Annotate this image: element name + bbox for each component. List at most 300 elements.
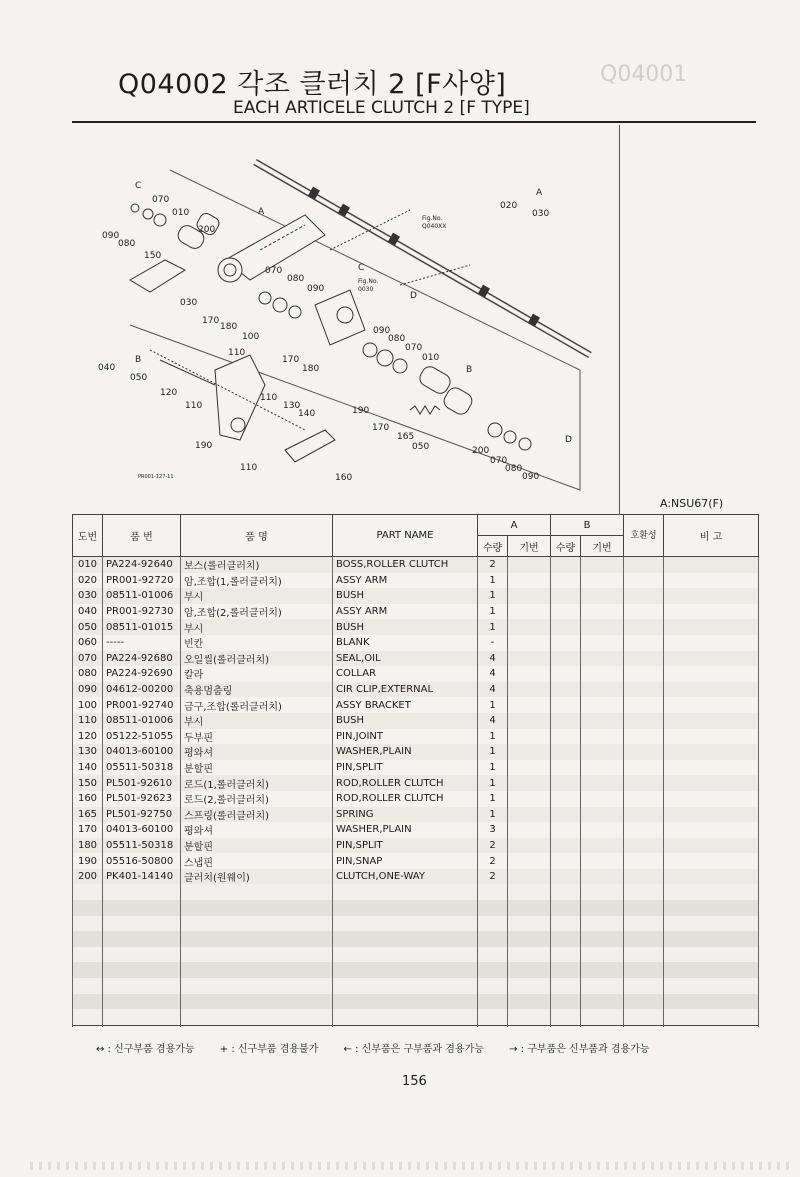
- legend-item-none: + : 신구부품 겸용불가: [219, 1044, 319, 1055]
- cell-empty: [508, 729, 551, 745]
- bleed-through-text: Q04001: [600, 62, 688, 87]
- cell-qty-a: 1: [478, 619, 508, 635]
- cell-empty: [103, 916, 181, 932]
- cell-empty: [664, 869, 759, 885]
- cell-empty: [664, 651, 759, 667]
- cell-empty: [508, 760, 551, 776]
- cell-empty: [478, 884, 508, 900]
- cell-empty: [664, 760, 759, 776]
- cell-empty: [581, 713, 624, 729]
- cell-name-en: BUSH: [333, 619, 478, 635]
- cell-ref: 040: [73, 604, 103, 620]
- drawing-code: PR001-127-11: [138, 474, 174, 480]
- cell-qty-a: 4: [478, 713, 508, 729]
- callout-080b: 080: [287, 274, 305, 284]
- cell-name-en: BUSH: [333, 588, 478, 604]
- cell-empty: [103, 962, 181, 978]
- cell-empty: [624, 635, 664, 651]
- cell-empty: [333, 916, 478, 932]
- callout-180b: 180: [302, 364, 320, 374]
- fig-ref-1: Q040XX: [422, 223, 447, 230]
- cell-empty: [624, 978, 664, 994]
- cell-empty: [551, 822, 581, 838]
- cell-rule: [551, 1025, 581, 1027]
- callout-120: 120: [160, 388, 178, 398]
- callout-080: 080: [118, 239, 136, 249]
- callout-180: 180: [220, 322, 238, 332]
- cell-ref: 160: [73, 791, 103, 807]
- cell-part-no: 05511-50318: [103, 760, 181, 776]
- callout-050b: 050: [412, 442, 430, 452]
- header-rule: [72, 121, 756, 123]
- cell-empty: [624, 947, 664, 963]
- cell-part-no: PA224-92640: [103, 557, 181, 573]
- cell-ref: 130: [73, 744, 103, 760]
- col-group-a: A: [478, 515, 551, 536]
- cell-rule: [103, 1025, 181, 1027]
- arm-assembly-b: [215, 355, 265, 440]
- cell-empty: [624, 900, 664, 916]
- cell-part-no: PL501-92623: [103, 791, 181, 807]
- cell-part-no: 05122-51055: [103, 729, 181, 745]
- cell-empty: [624, 713, 664, 729]
- cell-empty: [333, 962, 478, 978]
- table-row: [73, 744, 759, 760]
- cell-qty-a: 4: [478, 682, 508, 698]
- cell-empty: [551, 682, 581, 698]
- cell-empty: [581, 947, 624, 963]
- col-name-en: PART NAME: [333, 515, 478, 557]
- cell-name-en: WASHER,PLAIN: [333, 822, 478, 838]
- cell-empty: [478, 994, 508, 1010]
- cell-empty: [664, 744, 759, 760]
- cell-empty: [478, 900, 508, 916]
- fig-label-2: Fig.No.: [358, 278, 379, 285]
- cell-part-no: PR001-92740: [103, 697, 181, 713]
- cell-empty: [103, 947, 181, 963]
- cell-empty: [664, 994, 759, 1010]
- cell-empty: [181, 900, 333, 916]
- callout-090b: 090: [307, 284, 325, 294]
- cell-empty: [624, 962, 664, 978]
- cell-empty: [581, 682, 624, 698]
- cell-name-en: ASSY ARM: [333, 573, 478, 589]
- cell-empty: [581, 604, 624, 620]
- cell-empty: [551, 884, 581, 900]
- cell-empty: [664, 775, 759, 791]
- cell-empty: [551, 962, 581, 978]
- cell-name-kr: 축용멈춤링: [181, 682, 333, 698]
- table-row: [73, 682, 759, 698]
- cell-empty: [581, 760, 624, 776]
- cell-empty: [581, 962, 624, 978]
- cell-name-en: ASSY BRACKET: [333, 697, 478, 713]
- cell-rule: [181, 1025, 333, 1027]
- cell-ref: 010: [73, 557, 103, 573]
- cell-empty: [581, 635, 624, 651]
- callout-165: 165: [397, 432, 415, 442]
- cell-qty-a: 1: [478, 588, 508, 604]
- cell-part-no: 05511-50318: [103, 838, 181, 854]
- callout-070c: 070: [405, 343, 423, 353]
- callout-b: B: [135, 355, 142, 365]
- cell-name-en: CLUTCH,ONE-WAY: [333, 869, 478, 885]
- callout-130: 130: [283, 401, 301, 411]
- cell-empty: [551, 838, 581, 854]
- cell-empty: [551, 635, 581, 651]
- cell-empty: [333, 931, 478, 947]
- cell-empty: [551, 760, 581, 776]
- cell-part-no: 04612-00200: [103, 682, 181, 698]
- bracket-100: [315, 290, 365, 345]
- cell-empty: [333, 900, 478, 916]
- table-row: [73, 651, 759, 667]
- table-row-blank: [73, 962, 759, 978]
- col-name-kr: 품 명: [181, 515, 333, 557]
- cell-qty-a: 3: [478, 822, 508, 838]
- cell-empty: [664, 666, 759, 682]
- col-group-b: B: [551, 515, 624, 536]
- cell-empty: [508, 962, 551, 978]
- cell-empty: [551, 744, 581, 760]
- cell-empty: [508, 557, 551, 573]
- cell-ref: 090: [73, 682, 103, 698]
- callout-170: 170: [202, 316, 220, 326]
- cell-empty: [508, 573, 551, 589]
- exploded-parts-diagram: [90, 140, 620, 500]
- cell-empty: [624, 791, 664, 807]
- callout-150: 150: [144, 251, 162, 261]
- cell-empty: [581, 729, 624, 745]
- cell-empty: [624, 760, 664, 776]
- cell-empty: [508, 994, 551, 1010]
- cell-empty: [551, 807, 581, 823]
- cell-empty: [664, 947, 759, 963]
- cell-empty: [551, 869, 581, 885]
- cell-qty-a: 1: [478, 729, 508, 745]
- cell-empty: [624, 682, 664, 698]
- cell-rule: [664, 1025, 759, 1027]
- callout-110: 110: [228, 348, 246, 358]
- cell-empty: [508, 838, 551, 854]
- callout-010b: 010: [422, 353, 440, 363]
- cell-empty: [551, 697, 581, 713]
- legend-item-new: ← : 신부품은 구부품과 겸용가능: [343, 1044, 484, 1055]
- cell-empty: [664, 604, 759, 620]
- cell-empty: [581, 697, 624, 713]
- cell-qty-a: 2: [478, 557, 508, 573]
- cell-name-en: ROD,ROLLER CLUTCH: [333, 775, 478, 791]
- callout-a2: A: [536, 188, 543, 198]
- cell-ref: 120: [73, 729, 103, 745]
- rod-160: [285, 430, 335, 462]
- callout-110b: 110: [185, 401, 203, 411]
- compatibility-legend: [96, 1040, 672, 1055]
- cell-empty: [624, 775, 664, 791]
- cell-empty: [333, 994, 478, 1010]
- cell-name-kr: 오일씰(롤러클러치): [181, 651, 333, 667]
- cell-empty: [581, 744, 624, 760]
- cell-name-kr: 로드(2,롤러클러치): [181, 791, 333, 807]
- cell-empty: [664, 573, 759, 589]
- cell-name-kr: 금구,조합(롤러클러치): [181, 697, 333, 713]
- cell-empty: [508, 604, 551, 620]
- cell-empty: [581, 791, 624, 807]
- cell-qty-a: 2: [478, 838, 508, 854]
- cell-name-en: WASHER,PLAIN: [333, 744, 478, 760]
- table-row: [73, 666, 759, 682]
- col-ref: 도번: [73, 515, 103, 557]
- cell-qty-a: 1: [478, 573, 508, 589]
- cell-empty: [103, 900, 181, 916]
- callout-c2: C: [358, 263, 365, 273]
- col-qty-a: 수량: [478, 536, 508, 557]
- model-label: A:NSU67(F): [660, 497, 724, 510]
- cell-part-no: PR001-92720: [103, 573, 181, 589]
- cell-empty: [581, 900, 624, 916]
- cell-empty: [551, 557, 581, 573]
- cell-empty: [551, 900, 581, 916]
- callout-020: 020: [500, 201, 518, 211]
- cell-empty: [508, 931, 551, 947]
- cell-part-no: PL501-92750: [103, 807, 181, 823]
- cell-empty: [73, 931, 103, 947]
- cell-empty: [624, 838, 664, 854]
- table-row: [73, 729, 759, 745]
- cell-name-kr: 빈칸: [181, 635, 333, 651]
- col-compat: 호환성: [624, 515, 664, 557]
- cell-part-no: PK401-14140: [103, 869, 181, 885]
- cell-empty: [103, 994, 181, 1010]
- cell-part-no: PR001-92730: [103, 604, 181, 620]
- parts-table: [72, 514, 759, 1027]
- cell-empty: [551, 916, 581, 932]
- cell-empty: [551, 573, 581, 589]
- cell-name-kr: 부시: [181, 588, 333, 604]
- cell-empty: [664, 807, 759, 823]
- callout-090d: 090: [522, 472, 540, 482]
- cell-qty-a: 1: [478, 604, 508, 620]
- cell-empty: [551, 651, 581, 667]
- table-row: [73, 775, 759, 791]
- table-row: [73, 557, 759, 573]
- cell-ref: 180: [73, 838, 103, 854]
- cell-name-kr: 두부핀: [181, 729, 333, 745]
- cell-empty: [73, 916, 103, 932]
- col-code-a: 기번: [508, 536, 551, 557]
- callout-030b: 030: [532, 209, 550, 219]
- cell-name-en: SEAL,OIL: [333, 651, 478, 667]
- cell-rule: [73, 1025, 103, 1027]
- cell-qty-a: 4: [478, 651, 508, 667]
- callout-090: 090: [102, 231, 120, 241]
- cell-empty: [551, 1009, 581, 1025]
- cell-empty: [664, 557, 759, 573]
- cell-empty: [333, 1009, 478, 1025]
- cell-empty: [581, 978, 624, 994]
- parts-table-body: [73, 557, 759, 1027]
- cell-name-kr: 암,조합(1,롤러클러치): [181, 573, 333, 589]
- cell-name-kr: 암,조합(2,롤러클러치): [181, 604, 333, 620]
- cell-empty: [581, 822, 624, 838]
- cell-part-no: -----: [103, 635, 181, 651]
- fig-label-1: Fig.No.: [422, 215, 443, 222]
- cell-empty: [333, 947, 478, 963]
- cell-empty: [73, 900, 103, 916]
- cell-empty: [664, 962, 759, 978]
- callout-140: 140: [298, 409, 316, 419]
- cell-qty-a: 2: [478, 853, 508, 869]
- cell-empty: [73, 884, 103, 900]
- cell-empty: [624, 588, 664, 604]
- cell-empty: [508, 775, 551, 791]
- cell-name-kr: 보스(롤러클러치): [181, 557, 333, 573]
- cell-empty: [624, 1009, 664, 1025]
- cell-empty: [333, 978, 478, 994]
- callout-200b: 200: [472, 446, 490, 456]
- callout-050: 050: [130, 373, 148, 383]
- cell-qty-a: -: [478, 635, 508, 651]
- cell-empty: [664, 916, 759, 932]
- cell-empty: [508, 713, 551, 729]
- cell-empty: [478, 916, 508, 932]
- cell-empty: [624, 729, 664, 745]
- cell-part-no: 08511-01015: [103, 619, 181, 635]
- cell-empty: [508, 947, 551, 963]
- cell-name-en: PIN,SPLIT: [333, 760, 478, 776]
- table-row-blank: [73, 900, 759, 916]
- cell-empty: [664, 713, 759, 729]
- cell-empty: [624, 931, 664, 947]
- cell-qty-a: 1: [478, 697, 508, 713]
- cell-empty: [508, 978, 551, 994]
- cell-part-no: PL501-92610: [103, 775, 181, 791]
- cell-empty: [624, 807, 664, 823]
- callout-190b: 190: [352, 406, 370, 416]
- cell-ref: 200: [73, 869, 103, 885]
- callout-200: 200: [198, 225, 216, 235]
- table-row-blank: [73, 1009, 759, 1025]
- cell-empty: [508, 682, 551, 698]
- callout-170c: 170: [372, 423, 390, 433]
- cell-qty-a: 1: [478, 760, 508, 776]
- callout-010: 010: [172, 208, 190, 218]
- cell-rule: [478, 1025, 508, 1027]
- cell-empty: [478, 947, 508, 963]
- cell-empty: [624, 822, 664, 838]
- cell-empty: [508, 900, 551, 916]
- cell-rule: [624, 1025, 664, 1027]
- cell-empty: [508, 822, 551, 838]
- cell-empty: [508, 869, 551, 885]
- legend-item-old: → : 구부품은 신부품과 겸용가능: [509, 1044, 650, 1055]
- cell-part-no: PA224-92690: [103, 666, 181, 682]
- cell-empty: [478, 931, 508, 947]
- cell-empty: [181, 978, 333, 994]
- cell-name-kr: 스냅핀: [181, 853, 333, 869]
- callout-040: 040: [98, 363, 116, 373]
- cell-name-en: ASSY ARM: [333, 604, 478, 620]
- table-row: [73, 791, 759, 807]
- cell-qty-a: 4: [478, 666, 508, 682]
- cell-empty: [181, 931, 333, 947]
- cell-empty: [551, 604, 581, 620]
- table-row: [73, 713, 759, 729]
- cell-empty: [624, 604, 664, 620]
- cell-empty: [508, 697, 551, 713]
- callout-110d: 110: [240, 463, 258, 473]
- cell-empty: [508, 1009, 551, 1025]
- cell-empty: [664, 822, 759, 838]
- cell-ref: 030: [73, 588, 103, 604]
- cell-empty: [624, 853, 664, 869]
- cell-name-en: COLLAR: [333, 666, 478, 682]
- cell-part-no: 04013-60100: [103, 744, 181, 760]
- callout-b2: B: [466, 365, 473, 375]
- cell-empty: [73, 994, 103, 1010]
- cell-empty: [103, 1009, 181, 1025]
- cell-empty: [73, 978, 103, 994]
- callout-090c: 090: [373, 326, 391, 336]
- cell-empty: [551, 978, 581, 994]
- page-title: Q04002 각조 클러치 2 [F사양]: [118, 69, 507, 100]
- cell-ref: 080: [73, 666, 103, 682]
- cell-empty: [581, 931, 624, 947]
- cell-ref: 060: [73, 635, 103, 651]
- cell-empty: [551, 666, 581, 682]
- table-row: [73, 838, 759, 854]
- cell-empty: [581, 588, 624, 604]
- cell-empty: [581, 557, 624, 573]
- cell-empty: [508, 666, 551, 682]
- cell-qty-a: 1: [478, 775, 508, 791]
- cell-empty: [73, 1009, 103, 1025]
- cell-empty: [624, 666, 664, 682]
- callout-c: C: [135, 181, 142, 191]
- table-row: [73, 619, 759, 635]
- cell-empty: [624, 994, 664, 1010]
- cell-empty: [664, 697, 759, 713]
- callout-d: D: [565, 435, 572, 445]
- cell-name-kr: 평와셔: [181, 822, 333, 838]
- cell-empty: [508, 791, 551, 807]
- table-end-rule: [73, 1025, 759, 1027]
- cell-empty: [581, 651, 624, 667]
- cell-empty: [664, 978, 759, 994]
- cell-empty: [508, 916, 551, 932]
- cell-empty: [581, 807, 624, 823]
- page-subtitle: EACH ARTICELE CLUTCH 2 [F TYPE]: [233, 98, 530, 118]
- cell-empty: [551, 994, 581, 1010]
- cell-empty: [664, 729, 759, 745]
- cell-qty-a: 1: [478, 744, 508, 760]
- cell-name-kr: 평와셔: [181, 744, 333, 760]
- cell-empty: [551, 931, 581, 947]
- cell-name-kr: 분할핀: [181, 838, 333, 854]
- cell-empty: [508, 619, 551, 635]
- cell-ref: 050: [73, 619, 103, 635]
- cell-empty: [624, 557, 664, 573]
- cell-empty: [581, 916, 624, 932]
- cell-empty: [333, 884, 478, 900]
- callout-190: 190: [195, 441, 213, 451]
- cell-ref: 020: [73, 573, 103, 589]
- cell-qty-a: 1: [478, 807, 508, 823]
- cell-name-en: PIN,SNAP: [333, 853, 478, 869]
- cell-qty-a: 2: [478, 869, 508, 885]
- cell-empty: [624, 697, 664, 713]
- rod-150: [130, 260, 185, 292]
